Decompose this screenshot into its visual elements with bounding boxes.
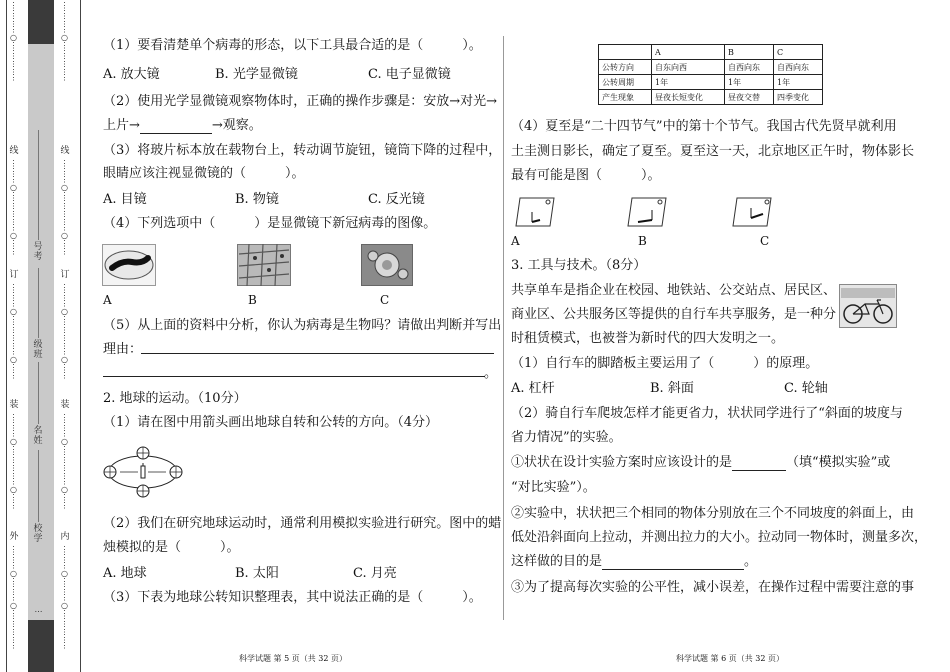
s3-c2-stem-cont: 低处沿斜面向上拉动，并测出拉力的大小。拉动同一物体时，测量多次，	[511, 530, 928, 545]
seal-label-inner: 内	[60, 532, 70, 542]
earth-orbit-diagram[interactable]	[100, 441, 186, 503]
q3-option-c[interactable]: C. 反光镜	[368, 192, 425, 207]
exam-number-label: 号考	[33, 242, 43, 262]
student-info-band	[28, 0, 54, 672]
table-cell: B	[725, 45, 774, 60]
s3-q2-stem: （2）骑自行车爬坡怎样才能更省力，状状同学进行了“斜面的坡度与	[511, 406, 903, 421]
c2-post: 。	[744, 554, 758, 569]
table-cell: 1年	[652, 75, 725, 90]
q4-label-a[interactable]: A	[103, 293, 112, 307]
q1-stem: （1）要看清楚单个病毒的形态，以下工具最合适的是（ ）。	[103, 38, 482, 53]
seal-label-outer: 外	[9, 532, 19, 542]
earth-bottom	[137, 485, 149, 497]
q5-stem: （5）从上面的资料中分析，你认为病毒是生物吗？请做出判断并写出	[103, 318, 502, 333]
r-q4-stem: （4）夏至是“二十四节气”中的第十个节气。我国古代先贤早就利用	[511, 119, 897, 134]
c1-post: （填“模拟实验”或	[786, 455, 891, 470]
q3-option-a[interactable]: A. 目镜	[103, 192, 147, 207]
q2-answer-blank[interactable]	[140, 120, 212, 134]
q3-option-b[interactable]: B. 物镜	[235, 192, 279, 207]
table-cell: 自西向东	[774, 60, 823, 75]
name-label: 名姓	[33, 426, 43, 446]
right-page-footer: 科学试题 第 6 页（共 32 页）	[676, 654, 784, 663]
c2-answer-blank[interactable]	[602, 556, 744, 570]
earth-right	[170, 466, 182, 478]
q3-stem-cont: 眼睛应该注视显微镜的（ ）。	[103, 166, 305, 181]
table-cell: 公转方向	[599, 60, 652, 75]
shadow-diagram-a[interactable]	[510, 194, 556, 230]
s2-q2-option-a[interactable]: A. 地球	[103, 566, 147, 581]
s3-c1-stem	[511, 455, 890, 471]
band-top-block	[28, 0, 54, 44]
seal-label-line-right: 线	[60, 146, 70, 156]
class-blank[interactable]	[38, 268, 39, 338]
table-cell: A	[652, 45, 725, 60]
s2-q2-stem: （2）我们在研究地球运动时，通常利用模拟实验进行研究。图中的蜡	[103, 516, 502, 531]
q4-stem: （4）下列选项中（ ）是显微镜下新冠病毒的图像。	[103, 216, 437, 231]
r-q4-stem-cont: 土圭测日影长，确定了夏至。夏至这一天，北京地区正午时，物体影长	[511, 144, 915, 159]
seal-dots-right-5: ⋮ ⋮ ⋮ ○ ⋮ ⋮ ⋮ ○ ⋮ ⋮ ⋮ ⋮ ⋮	[60, 545, 69, 650]
c1-pre: ①状状在设计实验方案时应该设计的是	[511, 455, 733, 470]
school-label: 校学	[33, 524, 43, 544]
exam-number-blank[interactable]	[38, 130, 39, 240]
s3-q1-option-a[interactable]: A. 杠杆	[511, 381, 555, 396]
earth-left	[104, 466, 116, 478]
shared-bike-image	[839, 284, 897, 328]
seal-dots-left-2: ⋮ ⋮ ⋮ ○ ⋮ ⋮ ⋮ ⋮ ⋮ ○ ⋮ ⋮	[9, 159, 18, 256]
q2-stem-cont	[103, 118, 262, 134]
c1-answer-blank[interactable]	[732, 457, 786, 471]
bike-paragraph-line3: 时租赁模式，也被誉为新时代的四大发明之一。	[511, 331, 785, 346]
s3-q1-option-b[interactable]: B. 斜面	[650, 381, 694, 396]
table-cell: 自西向东	[725, 60, 774, 75]
s2-q2-stem-cont: 烛模拟的是（ ）。	[103, 540, 240, 555]
table-cell: 1年	[774, 75, 823, 90]
c2-pre: 这样做的目的是	[511, 554, 603, 569]
outer-border	[6, 0, 7, 672]
seal-label-order-right: 订	[60, 270, 70, 280]
q4-label-c[interactable]: C	[380, 293, 390, 307]
school-blank[interactable]	[38, 450, 39, 522]
class-label: 级班	[33, 340, 43, 360]
seal-dots-left-5: ⋮ ⋮ ⋮ ○ ⋮ ⋮ ⋮ ○ ⋮ ⋮ ⋮ ⋮ ⋮	[9, 545, 18, 650]
seal-label-order: 订	[9, 270, 19, 280]
s3-q1-option-c[interactable]: C. 轮轴	[784, 381, 828, 396]
q2-post: →观察。	[211, 118, 262, 133]
page-divider	[503, 36, 504, 620]
s2-q1-stem: （1）请在图中用箭头画出地球自转和公转的方向。（4分）	[103, 415, 439, 430]
r-q4-label-b[interactable]: B	[638, 234, 647, 248]
seal-dots-right-4: ⋮ ⋮ ⋮ ○ ⋮ ⋮ ⋮ ⋮ ⋮ ○ ⋮ ⋮	[60, 413, 69, 510]
s2-q3-stem: （3）下表为地球公转知识整理表，其中说法正确的是（ ）。	[103, 590, 482, 605]
s3-c2-stem: ②实验中，状状把三个相同的物体分别放在三个不同坡度的斜面上，由	[511, 506, 915, 521]
bike-paragraph-line2: 商业区、公共服务区等提供的自行车共享服务，是一种分	[511, 307, 837, 322]
table-cell: 公转周期	[599, 75, 652, 90]
r-q4-label-c[interactable]: C	[760, 234, 770, 248]
r-q4-label-a[interactable]: A	[511, 234, 520, 248]
table-cell: 四季变化	[774, 90, 823, 105]
plant-cells-image	[237, 244, 291, 286]
q1-option-c[interactable]: C. 电子显微镜	[368, 67, 451, 82]
q5-period: 。	[484, 366, 498, 381]
r-q4-stem-cont2: 最有可能是图（ ）。	[511, 168, 661, 183]
q5-answer-line-2[interactable]	[103, 376, 485, 377]
table-row	[599, 75, 823, 90]
band-bottom-block	[28, 620, 54, 672]
shadow-diagram-b[interactable]	[622, 194, 668, 230]
seal-dots-left-1: ⋮ ⋮ ⋮ ⋮ ○ ⋮ ⋮ ⋮ ⋮ ⋮	[9, 1, 18, 82]
table-row	[599, 60, 823, 75]
q5-answer-line-1[interactable]	[141, 353, 494, 354]
seal-label-line: 线	[9, 146, 19, 156]
orbit-knowledge-table	[598, 44, 823, 105]
band-dots: …	[34, 605, 43, 614]
section-2-title: 2. 地球的运动。（10分）	[103, 391, 247, 406]
table-cell: 昼夜长短变化	[652, 90, 725, 105]
q3-stem: （3）将玻片标本放在载物台上，转动调节旋钮，镜筒下降的过程中，	[103, 143, 502, 158]
table-cell: C	[774, 45, 823, 60]
s3-q2-stem-cont: 省力情况”的实验。	[511, 430, 622, 445]
q5-reason-label: 理由：	[103, 342, 143, 357]
seal-dots-left-3: ⋮ ⋮ ⋮ ○ ⋮ ⋮ ⋮ ⋮ ⋮ ○ ⋮ ⋮	[9, 283, 18, 380]
q2-pre: 上片→	[103, 118, 140, 133]
seal-dots-right-3: ⋮ ⋮ ⋮ ○ ⋮ ⋮ ⋮ ⋮ ⋮ ○ ⋮ ⋮	[60, 283, 69, 380]
table-cell	[599, 45, 652, 60]
name-blank[interactable]	[38, 362, 39, 424]
binding-strip	[0, 0, 82, 672]
table-cell: 自东向西	[652, 60, 725, 75]
table-row	[599, 90, 823, 105]
q1-option-b[interactable]: B. 光学显微镜	[215, 67, 298, 82]
seal-dots-left-4: ⋮ ⋮ ⋮ ○ ⋮ ⋮ ⋮ ⋮ ⋮ ○ ⋮ ⋮	[9, 413, 18, 510]
table-cell: 产生现象	[599, 90, 652, 105]
s3-c2-stem-cont2	[511, 554, 757, 570]
q2-stem: （2）使用光学显微镜观察物体时，正确的操作步骤是：安放→对光→	[103, 94, 498, 109]
q4-label-b[interactable]: B	[248, 293, 257, 307]
section-3-title: 3. 工具与技术。（8分）	[511, 258, 647, 273]
bacillus-image	[102, 244, 156, 286]
s3-q1-stem: （1）自行车的脚踏板主要运用了（ ）的原理。	[511, 356, 819, 371]
bike-paragraph-line1: 共享单车是指企业在校园、地铁站、公交站点、居民区、	[511, 283, 837, 298]
s3-c3-stem: ③为了提高每次实验的公平性，减小误差，在操作过程中需要注意的事	[511, 580, 915, 595]
table-row	[599, 45, 823, 60]
seal-label-bind: 装	[9, 400, 19, 410]
seal-label-bind-right: 装	[60, 400, 70, 410]
left-page-footer: 科学试题 第 5 页（共 32 页）	[239, 654, 347, 663]
seal-dots-right-1: ⋮ ⋮ ⋮ ⋮ ○ ⋮ ⋮ ⋮ ⋮ ⋮	[60, 1, 69, 82]
table-cell: 1年	[725, 75, 774, 90]
seal-dots-right-2: ⋮ ⋮ ⋮ ○ ⋮ ⋮ ⋮ ⋮ ⋮ ○ ⋮ ⋮	[60, 159, 69, 256]
s3-c1-stem-cont: “对比实验”）。	[511, 480, 596, 495]
coronavirus-image	[361, 244, 413, 286]
s2-q2-option-b[interactable]: B. 太阳	[235, 566, 279, 581]
earth-top	[137, 447, 149, 459]
s2-q2-option-c[interactable]: C. 月亮	[353, 566, 397, 581]
shadow-diagram-c[interactable]	[727, 194, 773, 230]
q1-option-a[interactable]: A. 放大镜	[103, 67, 160, 82]
inner-border	[80, 0, 81, 672]
candle	[141, 466, 145, 478]
table-cell: 昼夜交替	[725, 90, 774, 105]
